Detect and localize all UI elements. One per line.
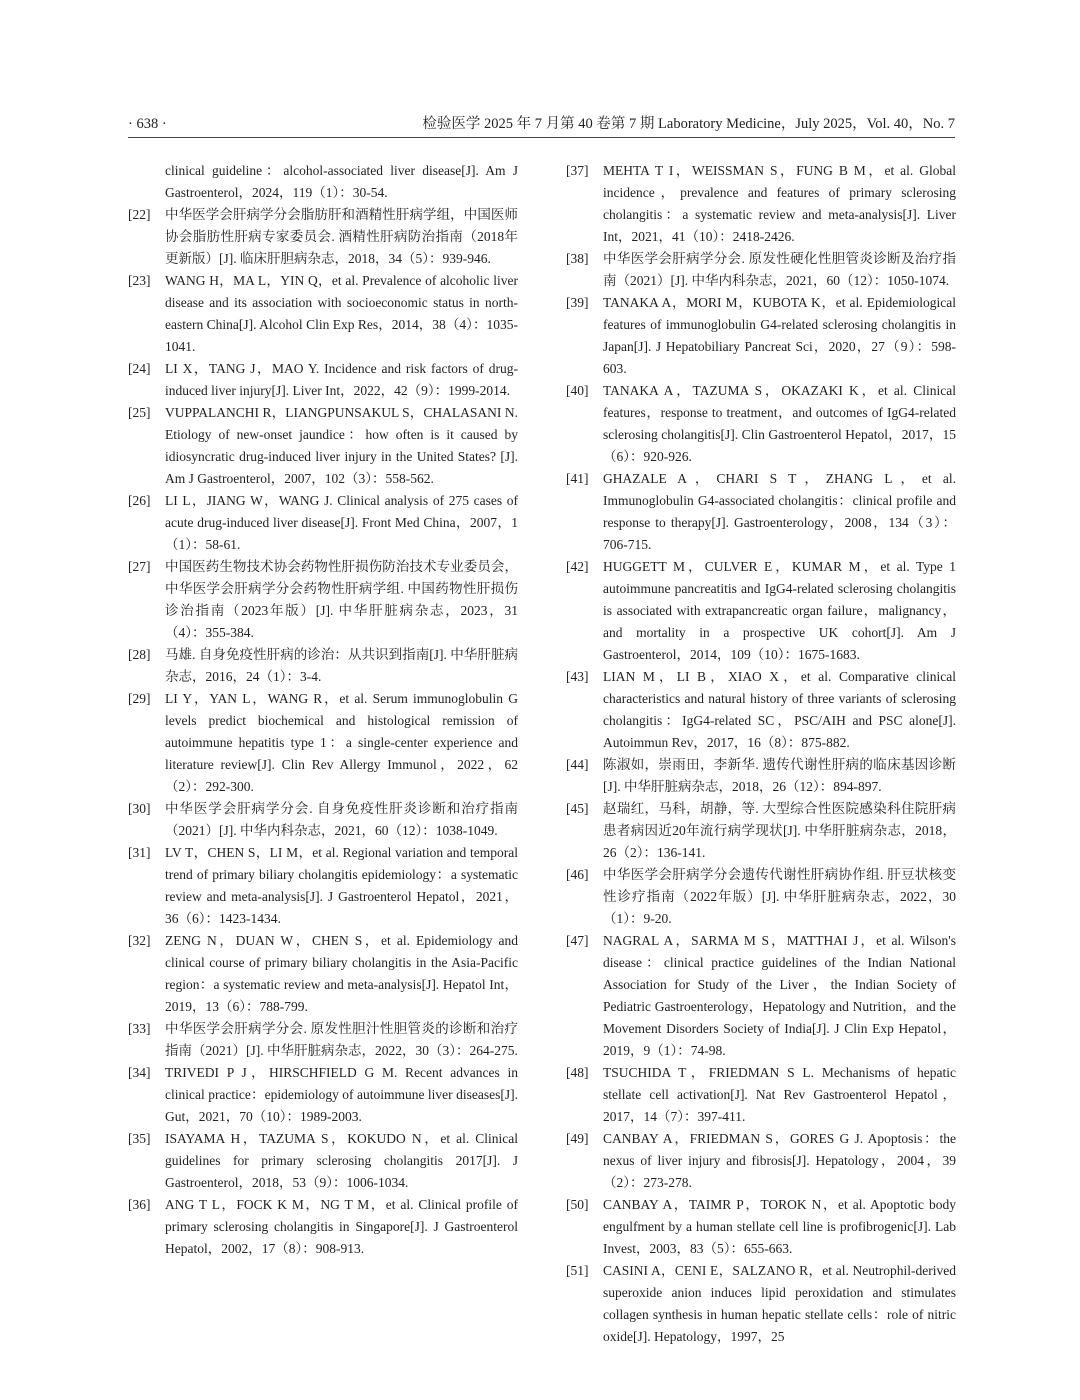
- reference-entry: [128, 160, 518, 204]
- reference-number: [40]: [566, 383, 589, 398]
- reference-text: ANG T L，FOCK K M，NG T M，et al. Clinical profile of primary sclerosing cholangitis in Singapore[J]. J Gastroenterol Hepatol，2002，17（8）：908-913.: [165, 1197, 518, 1256]
- reference-text: LI X，TANG J，MAO Y. Incidence and risk factors of drug-induced liver injury[J]. Liver Int，2022，42（9）：1999-2014.: [165, 361, 518, 398]
- reference-entry: [566, 248, 956, 292]
- page-header: [128, 113, 955, 138]
- reference-entry: [566, 292, 956, 380]
- reference-column-left: [128, 160, 518, 1260]
- reference-text: VUPPALANCHI R，LIANGPUNSAKUL S，CHALASANI N. Etiology of new-onset jaundice：how often is it caused by idiosyncratic drug-induced liver injury in the United States? [J]. Am J Gastroenterol，2007，102（3）：558-562.: [165, 405, 518, 486]
- reference-entry: [128, 1062, 518, 1128]
- reference-number: [22]: [128, 207, 151, 222]
- reference-entry: [566, 864, 956, 930]
- reference-entry: [128, 402, 518, 490]
- reference-text: clinical guideline：alcohol-associated liver disease[J]. Am J Gastroenterol，2024，119（1）：30-54.: [165, 163, 518, 200]
- reference-entry: [566, 556, 956, 666]
- reference-entry: [128, 270, 518, 358]
- reference-text: WANG H，MA L，YIN Q，et al. Prevalence of alcoholic liver disease and its association with socioeconomic status in north-eastern China[J]. Alcohol Clin Exp Res，2014，38（4）：1035-1041.: [165, 273, 518, 354]
- reference-number: [49]: [566, 1131, 589, 1146]
- reference-number: [44]: [566, 757, 589, 772]
- reference-text: ISAYAMA H，TAZUMA S，KOKUDO N，et al. Clinical guidelines for primary sclerosing cholangitis 2017[J]. J Gastroenterol，2018，53（9）：1006-1034.: [165, 1131, 518, 1190]
- reference-entry: [128, 556, 518, 644]
- reference-number: [51]: [566, 1263, 589, 1278]
- reference-entry: [566, 754, 956, 798]
- reference-text: 中华医学会肝病学分会. 原发性硬化性胆管炎诊断及治疗指南（2021）[J]. 中华内科杂志，2021，60（12）：1050-1074.: [603, 251, 956, 288]
- reference-text: LIAN M，LI B，XIAO X，et al. Comparative clinical characteristics and natural history of three variants of sclerosing cholangitis：IgG4-related SC，PSC/AIH and PSC alone[J]. Autoimmun Rev，2017，16（8）：875-882.: [603, 669, 956, 750]
- reference-entry: [566, 380, 956, 468]
- reference-number: [26]: [128, 493, 151, 508]
- reference-text: 中国医药生物技术协会药物性肝损伤防治技术专业委员会，中华医学会肝病学分会药物性肝病学组. 中国药物性肝损伤诊治指南（2023年版）[J]. 中华肝脏病杂志，2023，31（4）：355-384.: [165, 559, 518, 640]
- reference-entry: [128, 842, 518, 930]
- reference-text: 马雄. 自身免疫性肝病的诊治：从共识到指南[J]. 中华肝脏病杂志，2016，24（1）：3-4.: [165, 647, 518, 684]
- reference-number: [23]: [128, 273, 151, 288]
- reference-entry: [128, 798, 518, 842]
- reference-number: [28]: [128, 647, 151, 662]
- reference-entry: [566, 1128, 956, 1194]
- reference-number: [36]: [128, 1197, 151, 1212]
- reference-entry: [566, 930, 956, 1062]
- reference-text: GHAZALE A，CHARI S T，ZHANG L，et al. Immunoglobulin G4-associated cholangitis：clinical profile and response to therapy[J]. Gastroenterology，2008，134（3）：706-715.: [603, 471, 956, 552]
- reference-text: ZENG N，DUAN W，CHEN S，et al. Epidemiology and clinical course of primary biliary cholangitis in the Asia-Pacific region：a systematic review and meta-analysis[J]. Hepatol Int，2019，13（6）：788-799.: [165, 933, 518, 1014]
- reference-entry: [128, 1018, 518, 1062]
- reference-text: TANAKA A，TAZUMA S，OKAZAKI K，et al. Clinical features，response to treatment，and outcomes of IgG4-related sclerosing cholangitis[J]. Clin Gastroenterol Hepatol，2017，15（6）：920-926.: [603, 383, 956, 464]
- reference-entry: [566, 1260, 956, 1348]
- reference-number: [50]: [566, 1197, 589, 1212]
- reference-text: LI L，JIANG W，WANG J. Clinical analysis of 275 cases of acute drug-induced liver disease[J]. Front Med China，2007，1（1）：58-61.: [165, 493, 518, 552]
- reference-number: [38]: [566, 251, 589, 266]
- reference-number: [48]: [566, 1065, 589, 1080]
- reference-entry: [128, 1128, 518, 1194]
- reference-text: LI Y，YAN L，WANG R，et al. Serum immunoglobulin G levels predict biochemical and histological remission of autoimmune hepatitis type 1：a single-center experience and literature review[J]. Clin Rev Allergy Immunol，2022，62（2）：292-300.: [165, 691, 518, 794]
- reference-entry: [128, 358, 518, 402]
- reference-number: [25]: [128, 405, 151, 420]
- reference-number: [45]: [566, 801, 589, 816]
- reference-entry: [128, 644, 518, 688]
- reference-entry: [128, 1194, 518, 1260]
- reference-number: [27]: [128, 559, 151, 574]
- reference-text: TSUCHIDA T，FRIEDMAN S L. Mechanisms of hepatic stellate cell activation[J]. Nat Rev Gastroenterol Hepatol，2017，14（7）：397-411.: [603, 1065, 956, 1124]
- reference-text: TRIVEDI P J，HIRSCHFIELD G M. Recent advances in clinical practice：epidemiology of autoimmune liver diseases[J]. Gut，2021，70（10）：1989-2003.: [165, 1065, 518, 1124]
- journal-running-title: 检验医学 2025 年 7 月第 40 卷第 7 期 Laboratory Medicine，July 2025，Vol. 40，No. 7: [422, 116, 955, 132]
- reference-text: LV T，CHEN S，LI M，et al. Regional variation and temporal trend of primary biliary cholangitis epidemiology：a systematic review and meta-analysis[J]. J Gastroenterol Hepatol，2021，36（6）：1423-1434.: [165, 845, 518, 926]
- reference-text: CASINI A，CENI E，SALZANO R，et al. Neutrophil-derived superoxide anion induces lipid peroxidation and stimulates collagen synthesis in human hepatic stellate cells：role of nitric oxide[J]. Hepatology，1997，25: [603, 1263, 956, 1344]
- reference-text: HUGGETT M，CULVER E，KUMAR M，et al. Type 1 autoimmune pancreatitis and IgG4-related sclerosing cholangitis is associated with extrapancreatic organ failure，malignancy，and mortality in a prospective UK cohort[J]. Am J Gastroenterol，2014，109（10）：1675-1683.: [603, 559, 956, 662]
- reference-number: [35]: [128, 1131, 151, 1146]
- reference-number: [37]: [566, 163, 589, 178]
- reference-text: 中华医学会肝病学分会. 原发性胆汁性胆管炎的诊断和治疗指南（2021）[J]. 中华肝脏病杂志，2022，30（3）：264-275.: [165, 1021, 518, 1058]
- reference-entry: [566, 468, 956, 556]
- reference-number: [42]: [566, 559, 589, 574]
- reference-number: [43]: [566, 669, 589, 684]
- reference-number: [31]: [128, 845, 151, 860]
- reference-entry: [128, 490, 518, 556]
- reference-text: CANBAY A，TAIMR P，TOROK N，et al. Apoptotic body engulfment by a human stellate cell line is profibrogenic[J]. Lab Invest，2003，83（5）：655-663.: [603, 1197, 956, 1256]
- reference-text: TANAKA A，MORI M，KUBOTA K，et al. Epidemiological features of immunoglobulin G4-related sclerosing cholangitis in Japan[J]. J Hepatobiliary Pancreat Sci，2020，27（9）：598-603.: [603, 295, 956, 376]
- reference-text: 中华医学会肝病学分会. 自身免疫性肝炎诊断和治疗指南（2021）[J]. 中华内科杂志，2021，60（12）：1038-1049.: [165, 801, 518, 838]
- reference-text: 陈淑如，崇雨田，李新华. 遗传代谢性肝病的临床基因诊断[J]. 中华肝脏病杂志，2018，26（12）：894-897.: [603, 757, 956, 794]
- reference-entry: [128, 688, 518, 798]
- reference-number: [34]: [128, 1065, 151, 1080]
- reference-entry: [128, 204, 518, 270]
- reference-entry: [566, 666, 956, 754]
- reference-text: MEHTA T I，WEISSMAN S，FUNG B M，et al. Global incidence，prevalence and features of primary sclerosing cholangitis：a systematic review and meta-analysis[J]. Liver Int，2021，41（10）：2418-2426.: [603, 163, 956, 244]
- reference-entry: [566, 798, 956, 864]
- reference-text: 赵瑞红，马科，胡静，等. 大型综合性医院感染科住院肝病患者病因近20年流行病学现状[J]. 中华肝脏病杂志，2018，26（2）：136-141.: [603, 801, 956, 860]
- reference-text: 中华医学会肝病学分会脂肪肝和酒精性肝病学组，中国医师协会脂肪性肝病专家委员会. 酒精性肝病防治指南（2018年更新版）[J]. 临床肝胆病杂志，2018，34（5）：939-946.: [165, 207, 518, 266]
- reference-number: [47]: [566, 933, 589, 948]
- reference-entry: [566, 1194, 956, 1260]
- reference-number: [29]: [128, 691, 151, 706]
- reference-entry: [566, 1062, 956, 1128]
- reference-number: [24]: [128, 361, 151, 376]
- reference-number: [32]: [128, 933, 151, 948]
- reference-text: 中华医学会肝病学分会遗传代谢性肝病协作组. 肝豆状核变性诊疗指南（2022年版）[J]. 中华肝脏病杂志，2022，30（1）：9-20.: [603, 867, 956, 926]
- reference-number: [41]: [566, 471, 589, 486]
- reference-entry: [566, 160, 956, 248]
- page-number: · 638 ·: [128, 116, 167, 132]
- reference-number: [33]: [128, 1021, 151, 1036]
- reference-column-right: [566, 160, 956, 1348]
- reference-text: CANBAY A，FRIEDMAN S，GORES G J. Apoptosis：the nexus of liver injury and fibrosis[J]. Hepatology，2004，39（2）：273-278.: [603, 1131, 956, 1190]
- reference-number: [39]: [566, 295, 589, 310]
- reference-text: NAGRAL A，SARMA M S，MATTHAI J，et al. Wilson's disease：clinical practice guidelines of the Indian National Association for Study of the Liver，the Indian Society of Pediatric Gastroenterology，Hepatology and Nutrition，and the Movement Disorders Society of India[J]. J Clin Exp Hepatol，2019，9（1）：74-98.: [603, 933, 956, 1058]
- reference-entry: [128, 930, 518, 1018]
- reference-number: [30]: [128, 801, 151, 816]
- reference-number: [46]: [566, 867, 589, 882]
